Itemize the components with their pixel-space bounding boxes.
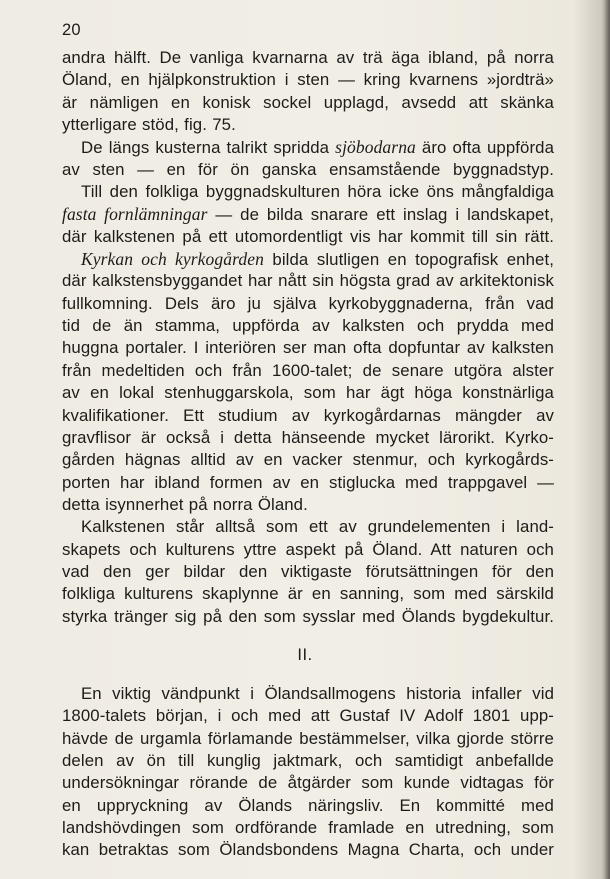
text-run: De längs kusterna talrikt spridda: [81, 138, 336, 158]
text-line: skapets och kulturens yttre aspekt på Öland. Att naturen och: [62, 539, 554, 559]
text-line: vad den ger bildar den viktigaste förutsättningen för den: [62, 561, 554, 581]
text-line: 1800-talets början, i och med att Gustaf IV Adolf 1801 upp-: [62, 706, 554, 726]
page-number: 20: [62, 21, 81, 39]
text-line: detta isynnerhet på norra Öland.: [62, 494, 308, 514]
text-line: Öland, en hjälpkonstruktion i sten — kring kvarnens »jordträ»: [62, 70, 554, 90]
text-line: styrka tränger sig på den som sysslar med Ölands bygdekultur.: [62, 606, 554, 626]
text-run: — de bilda snarare ett inslag i landskapet,: [207, 205, 554, 225]
text-line: en uppryckning av Ölands näringsliv. En kommitté med: [62, 795, 554, 815]
text-line: Till den folkliga byggnadskulturen höra icke öns mångfaldiga: [81, 182, 554, 202]
italic-term-kyrkan-och-kyrkogarden: Kyrkan och kyrkogården: [81, 249, 264, 270]
text-section-2: [62, 683, 554, 862]
text-line: undersökningar rörande de åtgärder som kunde vidtagas för: [62, 773, 554, 793]
text-line: hävde de urgamla förlamande bestämmelser, vilka gjorde större: [62, 728, 554, 748]
text-line: huggna portaler. I interiören ser man ofta dopfuntar av kalksten: [62, 338, 554, 358]
text-line: [62, 136, 554, 158]
text-section-1: [62, 47, 554, 628]
text-line: ytterligare stöd, fig. 75.: [62, 115, 236, 135]
text-line: gården hägnas alltid av en vacker stenmur, och kyrkogårds-: [62, 450, 554, 470]
text-line: av sten — en för ön ganska ensamstående byggnadstyp.: [62, 159, 554, 179]
text-line: där kalkstenen på ett utomordentligt vis har kommit till sin rätt.: [62, 226, 554, 246]
section-heading: II.: [297, 646, 313, 664]
text-line: tid de än stamma, uppförda av kalksten och prydda med: [62, 316, 554, 336]
text-line: [62, 248, 554, 270]
text-line: kvalifikationer. Ett studium av kyrkogårdarnas mängder av: [62, 405, 554, 425]
text-line: gravflisor är också i detta hänseende mycket lärorikt. Kyrko-: [62, 427, 554, 447]
text-line: fullkomning. Dels äro ju själva kyrkobyggnaderna, från vad: [62, 293, 554, 313]
text-run: bilda slutligen en topografisk enhet,: [263, 250, 554, 270]
text-line: av en lokal stenhuggarskola, som har ägt höga konstnärliga: [62, 383, 554, 403]
text-line: folkliga kulturens skaplynne är en sanning, som med särskild: [62, 584, 554, 604]
text-run: äro ofta uppförda: [415, 138, 554, 158]
text-line: kan betraktas som Ölandsbondens Magna Charta, och under: [62, 840, 554, 860]
italic-term-fasta-fornlamningar: fasta fornlämningar: [62, 204, 208, 225]
text-line: där kalkstensbyggandet har nått sin högsta grad av arkitektonisk: [62, 271, 554, 291]
text-line: från medeltiden och från 1600-talet; de senare utgöra alster: [62, 360, 554, 380]
text-line: porten har ibland formen av en stiglucka med trappgavel —: [62, 472, 554, 492]
text-line: andra hälft. De vanliga kvarnarna av trä äga ibland, på norra: [62, 48, 554, 67]
text-line: är nämligen en konisk sockel upplagd, avsedd att skänka: [62, 92, 554, 112]
italic-term-sjobodarna: sjöbodarna: [335, 137, 416, 158]
text-line: [62, 203, 554, 225]
text-line: Kalkstenen står alltså som ett av grundelementen i land-: [81, 517, 554, 537]
text-line: En viktig vändpunkt i Ölandsallmogens historia infaller vid: [81, 684, 554, 703]
page-edge-shadow: [604, 0, 610, 879]
text-line: landshövdingen som ordförande framlade en utredning, som: [62, 818, 554, 838]
text-line: delen av ön till kunglig jaktmark, och samtidigt anbefallde: [62, 751, 554, 771]
